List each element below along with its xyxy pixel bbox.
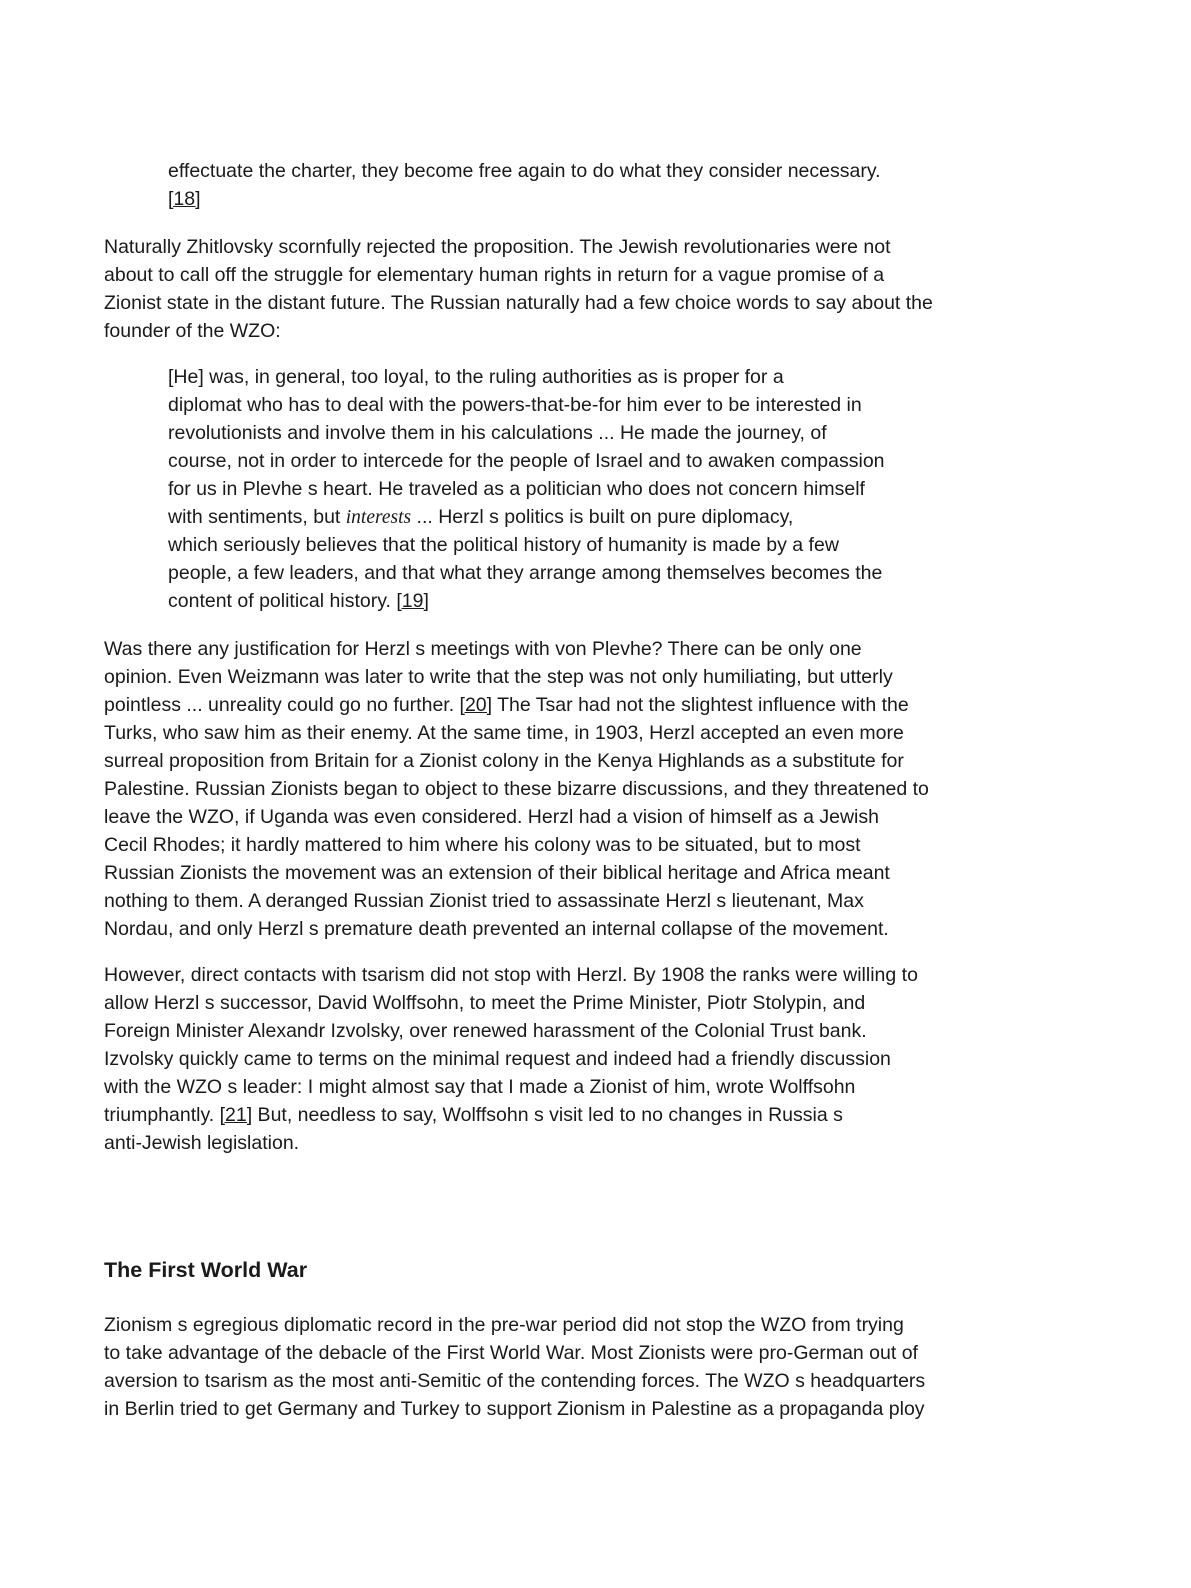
footnote-link-19[interactable]: [19] bbox=[396, 590, 429, 612]
quote-line: diplomat who has to deal with the powers-that-be-for him ever to be interested in bbox=[168, 394, 862, 416]
quote-line: effectuate the charter, they become free again to do what they consider necessary. bbox=[168, 160, 881, 182]
section-heading: The First World War bbox=[104, 1258, 308, 1282]
paragraph-zhitlovsky bbox=[104, 233, 933, 345]
paragraph-wolffsohn bbox=[104, 961, 918, 1157]
paragraph-text: But, needless to say, Wolffsohn s visit led to no changes in Russia s bbox=[252, 1104, 843, 1126]
quote-line bbox=[168, 185, 881, 213]
paragraph-line: Palestine. Russian Zionists began to object to these bizarre discussions, and they threatened to bbox=[104, 778, 929, 800]
paragraph-line: anti-Jewish legislation. bbox=[104, 1132, 300, 1154]
quote-line: course, not in order to intercede for the people of Israel and to awaken compassion bbox=[168, 450, 885, 472]
paragraph-line bbox=[104, 1101, 918, 1129]
paragraph-line: Naturally Zhitlovsky scornfully rejected the proposition. The Jewish revolutionaries were not bbox=[104, 236, 891, 258]
paragraph-line: surreal proposition from Britain for a Zionist colony in the Kenya Highlands as a substitute for bbox=[104, 750, 904, 772]
paragraph-text: pointless ... unreality could go no further. bbox=[104, 694, 460, 716]
paragraph-line: Cecil Rhodes; it hardly mattered to him where his colony was to be situated, but to most bbox=[104, 834, 861, 856]
emphasized-text: interests bbox=[345, 507, 412, 528]
paragraph-text: triumphantly. bbox=[104, 1104, 220, 1126]
footnote-link-18[interactable]: [18] bbox=[168, 188, 201, 210]
quote-text: ... Herzl s politics is built on pure diplomacy, bbox=[411, 506, 794, 528]
quote-line: [He] was, in general, too loyal, to the ruling authorities as is proper for a bbox=[168, 366, 784, 388]
paragraph-line: Zionism s egregious diplomatic record in the pre-war period did not stop the WZO from trying bbox=[104, 1314, 904, 1336]
paragraph-line: Foreign Minister Alexandr Izvolsky, over renewed harassment of the Colonial Trust bank. bbox=[104, 1020, 867, 1042]
quote-line bbox=[168, 503, 885, 531]
footnote-link-21[interactable]: [21] bbox=[219, 1104, 253, 1126]
paragraph-line bbox=[104, 691, 929, 719]
paragraph-line: opinion. Even Weizmann was later to write that the step was not only humiliating, but utterly bbox=[104, 666, 893, 688]
paragraph-line: founder of the WZO: bbox=[104, 320, 281, 342]
footnote-link-20[interactable]: [20] bbox=[459, 694, 493, 716]
block-quote-herzl bbox=[168, 363, 885, 615]
block-quote-continuation bbox=[168, 157, 881, 213]
paragraph-line: to take advantage of the debacle of the First World War. Most Zionists were pro-German out of bbox=[104, 1342, 918, 1364]
paragraph-line: Russian Zionists the movement was an extension of their biblical heritage and Africa meant bbox=[104, 862, 890, 884]
paragraph-line: allow Herzl s successor, David Wolffsohn, to meet the Prime Minister, Piotr Stolypin, and bbox=[104, 992, 866, 1014]
paragraph-line: Izvolsky quickly came to terms on the minimal request and indeed had a friendly discussion bbox=[104, 1048, 891, 1070]
quote-text: content of political history. bbox=[168, 590, 397, 612]
paragraph-line: in Berlin tried to get Germany and Turkey to support Zionism in Palestine as a propaganda ploy bbox=[104, 1398, 925, 1420]
paragraph-line: nothing to them. A deranged Russian Zionist tried to assassinate Herzl s lieutenant, Max bbox=[104, 890, 864, 912]
quote-line: which seriously believes that the political history of humanity is made by a few bbox=[168, 534, 839, 556]
paragraph-line: However, direct contacts with tsarism did not stop with Herzl. By 1908 the ranks were willing to bbox=[104, 964, 918, 986]
paragraph-line: leave the WZO, if Uganda was even considered. Herzl had a vision of himself as a Jewish bbox=[104, 806, 879, 828]
quote-line: people, a few leaders, and that what they arrange among themselves becomes the bbox=[168, 562, 883, 584]
paragraph-line: Turks, who saw him as their enemy. At the same time, in 1903, Herzl accepted an even more bbox=[104, 722, 904, 744]
paragraph-line: Zionist state in the distant future. The Russian naturally had a few choice words to say about the bbox=[104, 292, 933, 314]
paragraph-line: Nordau, and only Herzl s premature death prevented an internal collapse of the movement. bbox=[104, 918, 889, 940]
quote-line bbox=[168, 587, 885, 615]
quote-line: revolutionists and involve them in his calculations ... He made the journey, of bbox=[168, 422, 827, 444]
paragraph-plevhe-meetings bbox=[104, 635, 929, 943]
paragraph-text: The Tsar had not the slightest influence with the bbox=[492, 694, 909, 716]
paragraph-line: Was there any justification for Herzl s meetings with von Plevhe? There can be only one bbox=[104, 638, 862, 660]
quote-text: with sentiments, but bbox=[168, 506, 346, 528]
paragraph-line: aversion to tsarism as the most anti-Semitic of the contending forces. The WZO s headquarters bbox=[104, 1370, 926, 1392]
quote-line: for us in Plevhe s heart. He traveled as a politician who does not concern himself bbox=[168, 478, 865, 500]
paragraph-line: with the WZO s leader: I might almost say that I made a Zionist of him, wrote Wolffsohn bbox=[104, 1076, 856, 1098]
paragraph-first-world-war bbox=[104, 1311, 925, 1423]
paragraph-line: about to call off the struggle for elementary human rights in return for a vague promise of a bbox=[104, 264, 885, 286]
